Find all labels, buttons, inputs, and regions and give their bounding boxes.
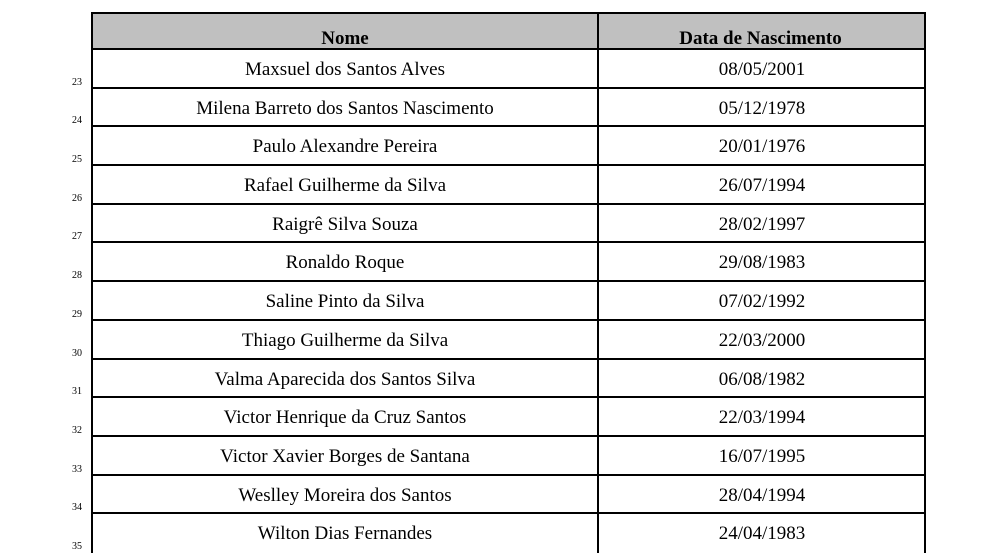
header-name: Nome [321, 28, 369, 49]
header-birthdate: Data de Nascimento [679, 28, 842, 49]
row-border-right [924, 476, 926, 515]
table-row [0, 50, 992, 89]
table-body [0, 50, 992, 553]
cell-birthdate: 20/01/1976 [718, 136, 806, 158]
table-row [0, 89, 992, 128]
row-border-left [91, 437, 93, 476]
row-border-left [91, 398, 93, 437]
cell-birthdate: 29/08/1983 [718, 252, 806, 274]
cell-name: Raigrê Silva Souza [272, 213, 418, 235]
cell-name: Weslley Moreira dos Santos [238, 484, 452, 506]
row-number: 26 [72, 192, 82, 204]
cell-name: Milena Barreto dos Santos Nascimento [196, 97, 494, 119]
row-number: 27 [72, 231, 82, 243]
row-border-mid [597, 514, 599, 553]
row-border-right [924, 282, 926, 321]
row-border-mid [597, 205, 599, 244]
table-header [91, 12, 926, 50]
table-row [0, 514, 992, 553]
row-border-right [924, 89, 926, 128]
row-border-mid [597, 321, 599, 360]
cell-name: Ronaldo Roque [285, 252, 405, 274]
row-border-mid [597, 398, 599, 437]
row-border-mid [597, 437, 599, 476]
row-number: 33 [72, 463, 82, 475]
row-border-right [924, 243, 926, 282]
cell-name: Rafael Guilherme da Silva [243, 175, 447, 197]
cell-name: Thiago Guilherme da Silva [241, 329, 449, 351]
row-border-left [91, 243, 93, 282]
table-row [0, 243, 992, 282]
cell-birthdate: 28/04/1994 [718, 484, 806, 506]
table-row [0, 360, 992, 399]
row-number: 23 [72, 76, 82, 88]
cell-name: Victor Henrique da Cruz Santos [223, 407, 467, 429]
cell-birthdate: 22/03/1994 [718, 407, 806, 429]
row-border-right [924, 437, 926, 476]
cell-name: Wilton Dias Fernandes [257, 523, 433, 545]
row-border-right [924, 321, 926, 360]
row-border-mid [597, 50, 599, 89]
cell-birthdate: 22/03/2000 [718, 329, 806, 351]
cell-name: Saline Pinto da Silva [265, 291, 425, 313]
row-border-left [91, 476, 93, 515]
row-number: 25 [72, 154, 82, 166]
cell-birthdate: 05/12/1978 [718, 97, 806, 119]
row-number: 24 [72, 115, 82, 127]
cell-birthdate: 08/05/2001 [718, 59, 806, 80]
cell-name: Maxsuel dos Santos Alves [244, 59, 446, 80]
cell-birthdate: 28/02/1997 [718, 213, 806, 235]
row-border-mid [597, 282, 599, 321]
table-row [0, 127, 992, 166]
row-border-left [91, 360, 93, 399]
row-border-left [91, 127, 93, 166]
table-row [0, 398, 992, 437]
row-border-right [924, 360, 926, 399]
cell-birthdate: 26/07/1994 [718, 175, 806, 197]
row-border-mid [597, 243, 599, 282]
cell-name: Victor Xavier Borges de Santana [220, 445, 470, 467]
row-border-left [91, 166, 93, 205]
row-border-left [91, 321, 93, 360]
row-border-mid [597, 127, 599, 166]
row-border-left [91, 205, 93, 244]
table-row [0, 205, 992, 244]
row-border-mid [597, 476, 599, 515]
row-number: 30 [72, 347, 82, 359]
row-number: 29 [72, 308, 82, 320]
row-border-left [91, 514, 93, 553]
row-border-right [924, 398, 926, 437]
cell-name: Valma Aparecida dos Santos Silva [214, 368, 476, 390]
row-border-mid [597, 360, 599, 399]
table-row [0, 476, 992, 515]
row-border-right [924, 514, 926, 553]
row-number: 31 [72, 386, 82, 398]
cell-birthdate: 07/02/1992 [718, 291, 806, 313]
cell-birthdate: 06/08/1982 [718, 368, 806, 390]
row-number: 28 [72, 270, 82, 282]
table-row [0, 282, 992, 321]
cell-birthdate: 24/04/1983 [718, 523, 806, 545]
cell-name: Paulo Alexandre Pereira [252, 136, 438, 158]
row-border-left [91, 50, 93, 89]
row-border-mid [597, 89, 599, 128]
row-border-right [924, 50, 926, 89]
row-border-right [924, 166, 926, 205]
row-border-mid [597, 166, 599, 205]
table-row [0, 321, 992, 360]
row-border-right [924, 127, 926, 166]
table-row [0, 166, 992, 205]
row-number: 32 [72, 424, 82, 436]
row-number: 34 [72, 502, 82, 514]
cell-birthdate: 16/07/1995 [718, 445, 806, 467]
table-row [0, 437, 992, 476]
row-border-left [91, 282, 93, 321]
row-border-left [91, 89, 93, 128]
row-border-right [924, 205, 926, 244]
row-number: 35 [72, 540, 82, 552]
